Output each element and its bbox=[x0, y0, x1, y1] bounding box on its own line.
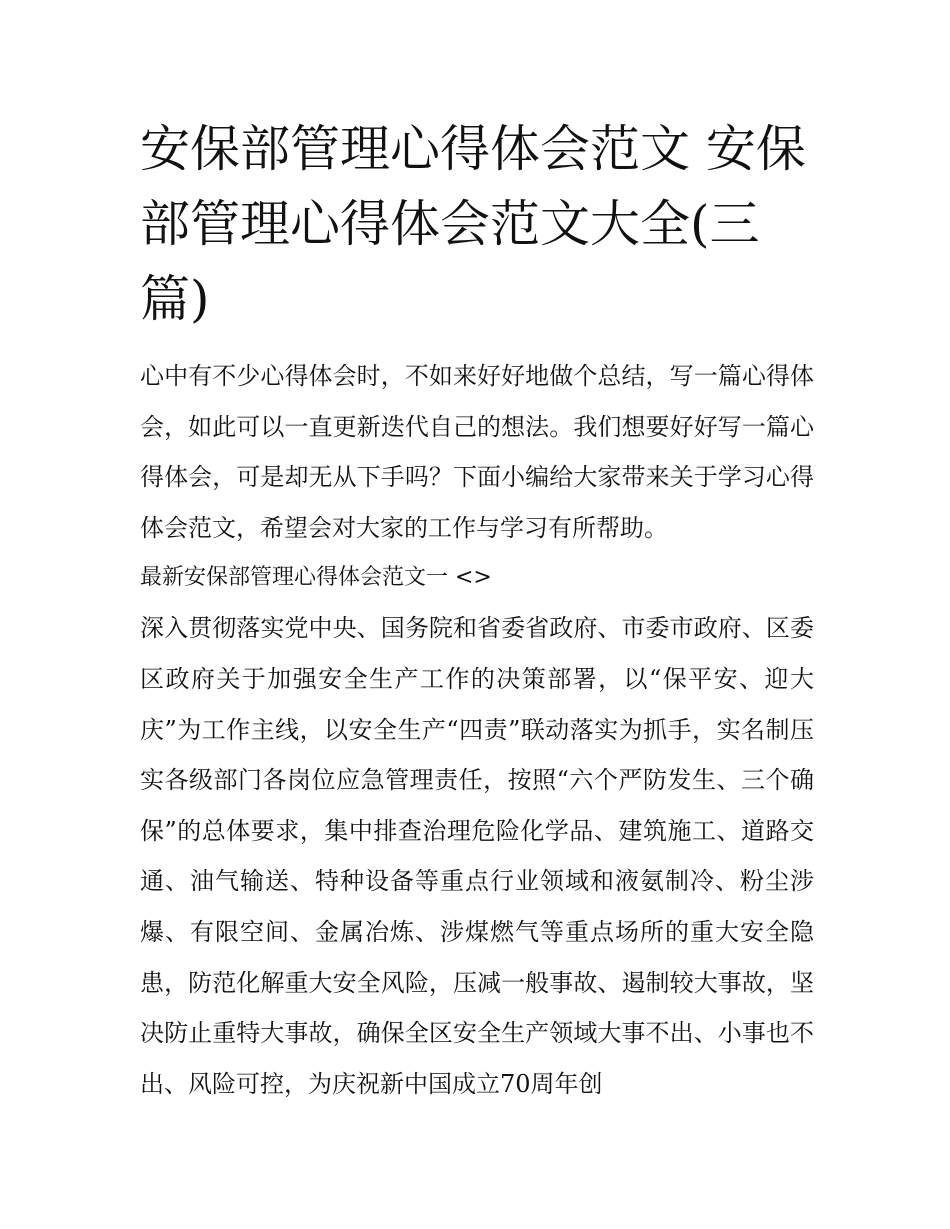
document-title: 安保部管理心得体会范文 安保部管理心得体会范文大全(三篇) bbox=[140, 120, 806, 328]
intro-paragraph: 心中有不少心得体会时，不如来好好地做个总结，写一篇心得体会，如此可以一直更新迭代自己的想法。我们想要好好写一篇心得体会，可是却无从下手吗？下面小编给大家带来关于学习心得体会范文，希望会对大家的工作与学习有所帮助。 bbox=[140, 362, 814, 542]
body-paragraph: 深入贯彻落实党中央、国务院和省委省政府、市委市政府、区委区政府关于加强安全生产工作的决策部署，以“保平安、迎大庆”为工作主线，以安全生产“四责”联动落实为抓手，实名制压实各级部门各岗位应急管理责任，按照“六个严防发生、三个确保”的总体要求，集中排查治理危险化学品、建筑施工、道路交通、油气输送、特种设备等重点行业领域和液氨制冷、粉尘涉爆、有限空间、金属冶炼、涉煤燃气等重点场所的重大安全隐患，防范化解重大安全风险，压减一般事故、遏制较大事故，坚决防止重特大事故，确保全区安全生产领域大事不出、小事也不出、风险可控，为庆祝新中国成立70周年创 bbox=[140, 614, 814, 1098]
section-heading: 最新安保部管理心得体会范文一 <> bbox=[140, 565, 492, 591]
document-page bbox=[140, 112, 814, 1109]
